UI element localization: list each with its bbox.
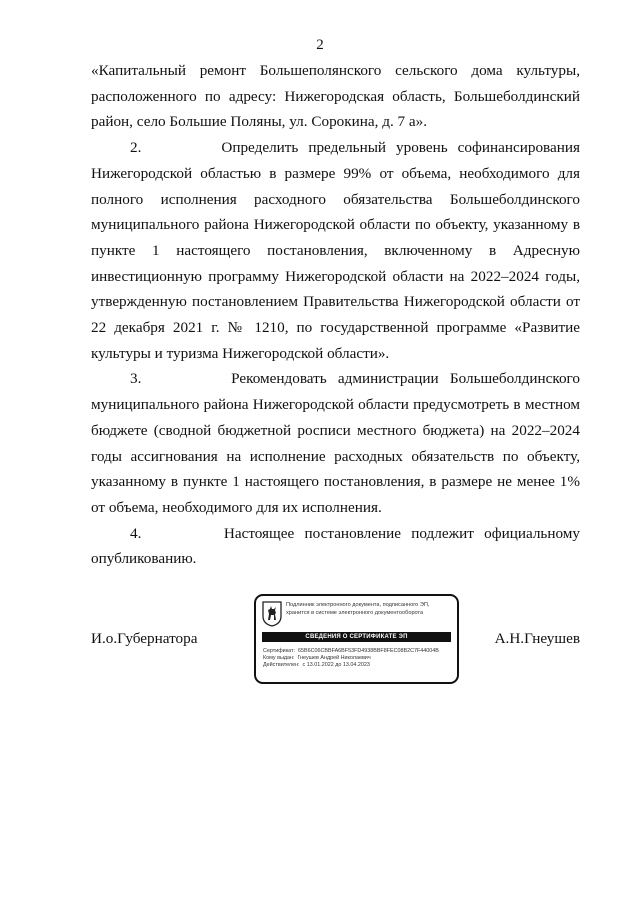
signatory-name: А.Н.Гнеушев (494, 630, 580, 647)
paragraph-4: 4. Настоящее постановление подлежит официальному опубликованию. (91, 524, 580, 568)
stamp-details (263, 648, 455, 670)
certificate-row: Сертификат: 65B6C06CBBFA6BF53FD4938BBF8FEC08B2C7F44004B (263, 648, 439, 654)
document-body (91, 58, 580, 572)
stamp-note-line-1: Подлинник электронного документа, подписанного ЭП, (286, 602, 430, 608)
signatory-position: И.о.Губернатора (91, 630, 198, 647)
paragraph-1-continuation: «Капитальный ремонт Большеполянского сельского дома культуры, расположенного по адресу: Нижегородская область, Большеболдинский район, село Большие Поляны, ул. Сорокина, д. 7 а». (91, 62, 580, 131)
stamp-note (286, 602, 456, 617)
page-number: 2 (316, 37, 324, 53)
stamp-header: СВЕДЕНИЯ О СЕРТИФИКАТЕ ЭП (262, 632, 451, 642)
certificate-value: 65B6C06CBBFA6BF53FD4938BBF8FEC08B2C7F44004B (298, 648, 439, 654)
validity-row: Действителен: с 13.01.2022 до 13.04.2023 (263, 662, 370, 669)
stamp-note-line-2: хранится в системе электронного документооборота (286, 609, 424, 616)
paragraph-2: 2. Определить предельный уровень софинансирования Нижегородской областью в размере 99% от объема, необходимого для полного исполнения расходного обязательства Большеболдинского муниципального района Нижегородской области по объекту, указанному в пункте 1 настоящего постановления, включенному в Адресную инвестиционную программу Нижегородской области на 2022–2024 годы, утвержденную постановлением Правительства Нижегородской области от 22 декабря 2021 г. № 1210, по государственной программе «Развитие культуры и туризма Нижегородской области». (91, 139, 580, 362)
electronic-signature-stamp (254, 594, 459, 684)
validity-value: с 13.01.2022 до 13.04.2023 (302, 662, 370, 669)
coat-of-arms-icon (262, 601, 282, 627)
issued-to-value: Гнеушев Андрей Николаевич (297, 655, 371, 662)
issued-to-row: Кому выдан: Гнеушев Андрей Николаевич (263, 655, 371, 662)
paragraph-3: 3. Рекомендовать администрации Большеболдинского муниципального района Нижегородской области предусмотреть в местном бюджете (сводной бюджетной росписи местного бюджета) на 2022–2024 годы ассигнования на исполнение расходных обязательств по объекту, указанному в пункте 1 настоящего постановления, в размере не менее 1% от объема, необходимого для их исполнения. (91, 370, 580, 516)
